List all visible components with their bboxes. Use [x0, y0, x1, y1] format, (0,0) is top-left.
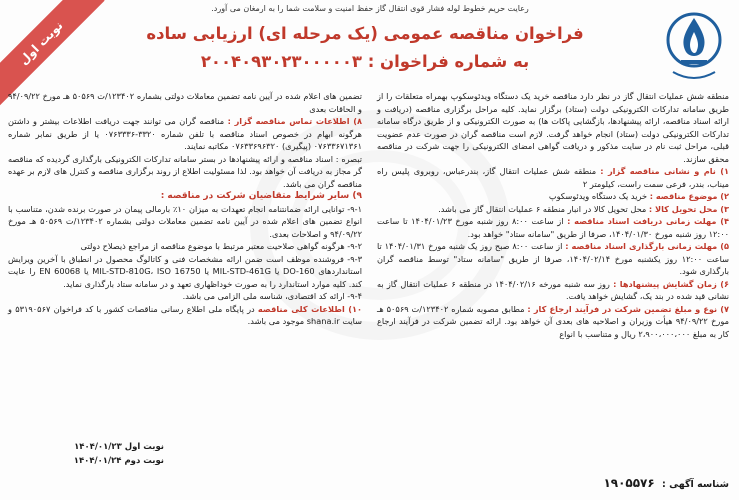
item-5: [377, 240, 729, 278]
publication-dates: [14, 440, 164, 468]
left-column: [8, 90, 362, 328]
item-2-heading: ۲) موضوع مناقصه :: [649, 191, 729, 201]
ad-id-value: ۱۹۰۵۵۷۶: [603, 476, 655, 490]
item-10-text: در پایگاه ملی اطلاع رسانی مناقصات کشور با کد فراخوان ۵۳۱۹۰۵۶۷ و سایت shana.ir موجود می باشد.: [8, 303, 362, 326]
guarantee-continuation: تضمین های اعلام شده در آیین نامه تضمین معاملات دولتی بشماره ۱۲۳۴۰۲/ت ۵۰۵۶۹ هـ مورخ ۹۴/۰۹/۲۲ و الحاقات بعدی: [8, 91, 362, 114]
item-1: [377, 165, 729, 190]
item-5-heading: ۵) مهلت زمانی بارگذاری اسناد مناقصه :: [565, 241, 729, 251]
notice-title: فراخوان مناقصه عمومی (یک مرحله ای) ارزیابی ساده: [146, 24, 584, 43]
item-3: [377, 203, 729, 216]
right-column: [377, 90, 729, 340]
item-3-heading: ۳) محل تحویل کالا :: [648, 203, 729, 214]
item-9-heading: ۹) سایر شرایط متقاضیان شرکت در مناقصه :: [160, 191, 362, 201]
item-9-4: ۹-۴- ارائه کد اقتصادی، شناسه ملی الزامی می باشد.: [182, 291, 362, 301]
ad-identifier: [603, 476, 729, 490]
intro-paragraph: منطقه شش عملیات انتقال گاز در نظر دارد مناقصه خرید یک دستگاه ویدئوسکوپ بهمراه متعلقات را از طریق سامانه تدارکات الکترونیکی دولت (ستاد) برگزار نماید. کلیه مراحل برگزاری مناقصه (دریافت و ارائه اسناد مناقصه، ارائه پیشنهادها، بازگشایی پاکات ها) به صورت الکترونیکی و از طریق درگاه سامانه تدارکات الکترونیکی دولت (ستاد) انجام خواهد گرفت. لازم است مناقصه گران در صورت عدم عضویت قبلی، مراحل ثبت نام در سایت مذکور و دریافت گواهی امضای الکترونیکی را جهت شرکت در مناقصه محقق سازند.: [377, 91, 729, 164]
first-publication-date: نوبت اول ۱۴۰۴/۰۱/۲۳: [74, 442, 164, 452]
item-7-text: مطابق مصوبه شماره ۱۲۳۴۰۲/ت ۵۰۵۶۹ هـ مورخ ۹۴/۰۹/۲۲ هیأت وزیران و اصلاحیه های بعدی آن خواهد بود. ارائه تضمین شرکت در فرآیند ارجاع کار به مبلغ ۲،۹۰۰،۰۰۰،۰۰۰ ریال و متناسب با انواع: [377, 303, 729, 339]
item-1-heading: ۱) نام و نشانی مناقصه گزار :: [600, 166, 730, 176]
top-note: رعایت حریم خطوط لوله فشار قوی انتقال گاز حفظ امنیت و سلامت شما را به ارمغان می آورد.: [211, 4, 529, 13]
item-4-heading: ۴) مهلت زمانی دریافت اسناد مناقصه :: [567, 216, 729, 226]
item-8-text: مناقصه گران می توانند جهت دریافت اطلاعات بیشتر و داشتن هرگونه ابهام در خصوص اسناد مناقصه با تلفن شماره ۳۳۲۰-۰۷۶۳۳۳۶ یا از طریق نمابر شماره ۰۷۶۳۳۶۷۱۳۶۱ (پیگیری) ۰۷۶۳۳۶۹۶۳۲۰ مکاتبه نمایند.: [8, 116, 362, 151]
item-5-text: از ساعت ۸:۰۰ صبح روز یک شنبه مورخ ۱۴۰۴/۰۱/۳۱ تا ساعت ۱۲:۰۰ روز یکشنبه مورخ ۱۴۰۴/۰۲/۱۴، صرفا از طریق "سامانه ستاد" توسط مناقصه گران بارگذاری شود.: [377, 241, 730, 276]
gas-company-logo-icon: [663, 10, 725, 84]
item-9-2: ۹-۲- هرگونه گواهی صلاحیت معتبر مرتبط با موضوع مناقصه از مراجع ذیصلاح دولتی: [80, 241, 362, 251]
item-10: [8, 303, 362, 328]
item-6-heading: ۶) زمان گشایش پیشنهادها :: [613, 278, 730, 289]
ad-id-label: شناسه آگهی :: [662, 479, 729, 490]
item-8: [8, 115, 362, 153]
item-6: [377, 278, 729, 303]
item-3-text: محل تحویل کالا در انبار منطقه ۶ عملیات انتقال گاز می باشد.: [438, 203, 647, 214]
second-publication-date: نوبت دوم ۱۴۰۴/۰۱/۲۴: [73, 456, 164, 466]
item-2: [377, 190, 729, 203]
item-1-text: منطقه شش عملیات انتقال گاز، بندرعباس، روبروی پلیس راه میناب، بندر، فرعی سمت راست، کیلومتر ۲: [377, 166, 729, 189]
item-6-text: روز سه شنبه مورخه ۱۴۰۴/۰۲/۱۶ در منطقه ۶ عملیات انتقال گاز به نشانی قید شده در بند یک، گشایش خواهد یافت.: [377, 278, 729, 301]
item-9-1: ۹-۱- توانایی ارائه ضمانتنامه انجام تعهدات به میزان ۱۰٪ بارمالی پیمان در صورت برنده شدن، متناسب با انواع تضمین های اعلام شده در آیین نامه تضمین معاملات دولتی بشماره ۱۲۳۴۰۲/ت ۵۰۵۶۹ هـ مورخ ۹۴/۰۹/۲۲ و اصلاحات بعدی.: [8, 203, 362, 239]
item-4-text: از ساعت ۸:۰۰ روز شنبه مورخ ۱۴۰۴/۰۱/۲۳ تا ساعت ۱۲:۰۰ روز شنبه مورخ ۱۴۰۴/۰۱/۳۰، صرفا از طریق "سامانه ستاد" خواهد بود.: [377, 216, 729, 239]
item-2-text: خرید یک دستگاه ویدئوسکوپ: [548, 191, 648, 201]
item-9-3: ۹-۳- فروشنده موظف است ضمن ارائه مشخصات فنی و کاتالوگ محصول در انطباق با آخرین ویرایش استانداردهای DO-160 یا MIL-STD-461G یا MIL-STD-810G، ISO 16750 یا EN 60068 را عایت کند. کلیه موارد استاندارد را به صورت خوداظهاری تعهد و در سامانه ستاد بارگذاری نماید.: [8, 253, 362, 289]
item-8-heading: ۸) اطلاعات تماس مناقصه گزار :: [227, 116, 362, 126]
notice-number: به شماره فراخوان : ۲۰۰۴۰۹۳۰۲۳۰۰۰۰۰۳: [200, 52, 530, 71]
ribbon-label: نوبت اول: [0, 0, 105, 107]
item-4: [377, 215, 729, 240]
note-paragraph: تبصره : اسناد مناقصه و ارائه پیشنهادها در بستر سامانه تدارکات الکترونیکی بارگذاری گردیده که مناقصه گر مجاز به دریافت آن خواهد بود. لذا مسئولیت اطلاع از روند برگزاری مناقصه و کنترل های لازم بر عهده مناقصه گران می باشد.: [8, 153, 362, 189]
item-7: [377, 303, 729, 341]
item-7-heading: ۷) نوع و مبلغ تضمین شرکت در فرآیند ارجاع کار :: [527, 303, 730, 314]
item-10-heading: ۱۰) اطلاعات کلی مناقصه: [257, 303, 362, 314]
